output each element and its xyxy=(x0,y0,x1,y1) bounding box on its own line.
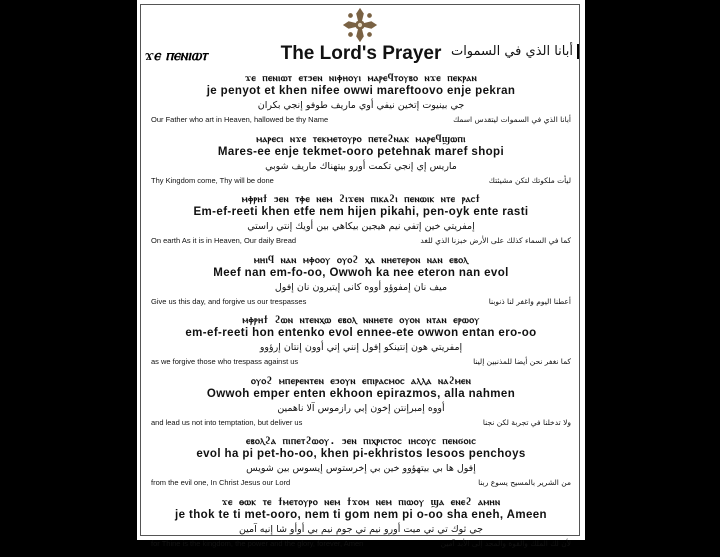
arabic-translation: ليأت ملكوتك لتكن مشيئتك xyxy=(371,176,571,185)
arabic-transliteration-line: جي بينيوت إتخين نيفي أوي ماريف طوفو إنجي بكران xyxy=(137,100,585,111)
transliteration-line: Meef nan em-fo-oo, Owwoh ka nee eteron nan evol xyxy=(137,267,585,279)
coptic-cross-icon xyxy=(341,6,379,44)
english-translation: for Thine is the kingdom, the power and the glory, forever, Amen xyxy=(151,539,451,548)
prayer-sheet xyxy=(137,0,585,540)
arabic-transliteration-line: أووه إمبرإنتن إخون إبي رازموس آلا ناهمين xyxy=(137,403,585,414)
english-translation: as we forgive those who trespass against us xyxy=(151,357,451,366)
arabic-translation: كما نغفر نحن أيضا للمذنبين إلينا xyxy=(371,357,571,366)
page-title: The Lord's Prayer xyxy=(137,43,585,65)
english-translation: Thy Kingdom come, Thy will be done xyxy=(151,176,451,185)
arabic-transliteration-line: جي ثوك تي تي ميت أورو نيم تي جوم نيم بي أوأو شا إنيه آمين xyxy=(137,524,585,535)
verse-block xyxy=(137,315,585,376)
transliteration-line: em-ef-reeti hon entenko evol ennee-ete owwon entan ero-oo xyxy=(137,327,585,339)
transliteration-line: je thok te ti met-ooro, nem ti gom nem pi o-oo sha eneh, Ameen xyxy=(137,509,585,521)
transliteration-line: Mares-ee enje tekmet-ooro petehnak maref shopi xyxy=(137,146,585,158)
english-translation: Our Father who art in Heaven, hallowed be thy Name xyxy=(151,115,451,124)
verse-block xyxy=(137,194,585,255)
arabic-translation: لأن لك الملك والقوة والمجد إلى الأبد آمين xyxy=(371,539,571,548)
arabic-title: أبانا الذي في السموات xyxy=(451,44,579,59)
arabic-translation: من الشرير بالمسيح يسوع ربنا xyxy=(371,478,571,487)
english-translation: and lead us not into temptation, but deliver us xyxy=(151,418,451,427)
arabic-transliteration-line: إمفريتي خين إتفي نيم هيجين بيكاهي بين أويك إنتي راستي xyxy=(137,221,585,232)
verse-block xyxy=(137,497,585,557)
coptic-line: ⲙⲏⲓϥ ⲛⲁⲛ ⲙⲫⲟⲟⲩ ⲟⲩⲟϩ ⲭⲁ ⲛⲏⲉⲧⲉⲣⲟⲛ ⲛⲁⲛ ⲉⲃⲟⲗ xyxy=(137,255,585,266)
coptic-line: ⲟⲩⲟϩ ⲙⲡⲉⲣⲉⲛⲧⲉⲛ ⲉϧⲟⲩⲛ ⲉⲡⲓⲣⲁⲥⲙⲟⲥ ⲁⲗⲗⲁ ⲛⲁϩⲙⲉⲛ xyxy=(137,376,585,387)
verse-block xyxy=(137,134,585,195)
english-translation: On earth As it is in Heaven, Our daily Bread xyxy=(151,236,451,245)
transliteration-line: je penyot et khen nifee owwi mareftoovo enje pekran xyxy=(137,85,585,97)
coptic-line: ⲙⲫⲣⲏϯ ϩⲱⲛ ⲛⲧⲉⲛⲭⲱ ⲉⲃⲟⲗ ⲛⲛⲏⲉⲧⲉ ⲟⲩⲟⲛ ⲛⲧⲁⲛ ⲉⲣⲱⲟⲩ xyxy=(137,315,585,326)
arabic-translation: ولا تدخلنا في تجربة لكن نجنا xyxy=(371,418,571,427)
arabic-transliteration-line: إفول ها بي بيتهؤوو خين بي إخرستوس إيسوس بين شويس xyxy=(137,463,585,474)
arabic-translation: أعطنا اليوم واغفر لنا ذنوبنا xyxy=(371,297,571,306)
coptic-line: ⲙⲁⲣⲉⲥⲓ ⲛϫⲉ ⲧⲉⲕⲙⲉⲧⲟⲩⲣⲟ ⲡⲉⲧⲉϩⲛⲁⲕ ⲙⲁⲣⲉϥϣⲱⲡⲓ xyxy=(137,134,585,145)
verse-block xyxy=(137,436,585,497)
verse-block xyxy=(137,73,585,134)
arabic-transliteration-line: ميف نان إمفوؤو أووه كانى إيتيرون نان إفول xyxy=(137,282,585,293)
transliteration-line: Owwoh emper enten ekhoon epirazmos, alla nahmen xyxy=(137,388,585,400)
arabic-transliteration-line: إمفريتي هون إنتينكو إفول إنني إتي أوون إنتان إرؤوو xyxy=(137,342,585,353)
arabic-transliteration-line: ماريس إي إنجي تكمت أورو بيتهناك ماريف شوبي xyxy=(137,161,585,172)
arabic-translation: أبانا الذي في السموات ليتقدس اسمك xyxy=(371,115,571,124)
transliteration-line: Em-ef-reeti khen etfe nem hijen pikahi, pen-oyk ente rasti xyxy=(137,206,585,218)
verse-block xyxy=(137,376,585,437)
coptic-line: ⲙⲫⲣⲏϯ ϧⲉⲛ ⲧⲫⲉ ⲛⲉⲙ ϩⲓϫⲉⲛ ⲡⲓⲕⲁϩⲓ ⲡⲉⲛⲱⲓⲕ ⲛⲧⲉ ⲣⲁⲥϯ xyxy=(137,194,585,205)
verse-block xyxy=(137,255,585,316)
arabic-translation: كما في السماء كذلك على الأرض خبزنا الذي للغد xyxy=(371,236,571,245)
title-row xyxy=(137,40,585,70)
english-translation: Give us this day, and forgive us our trespasses xyxy=(151,297,451,306)
verse-list xyxy=(137,73,585,557)
english-translation: from the evil one, In Christ Jesus our Lord xyxy=(151,478,451,487)
coptic-title: ϫⲉ ⲡⲉⲛⲓⲱⲧ xyxy=(145,46,208,65)
coptic-line: ⲉⲃⲟⲗϩⲁ ⲡⲓⲡⲉⲧϩⲱⲟⲩ. ϧⲉⲛ ⲡⲓⲭⲣⲓⲥⲧⲟⲥ ⲓⲏⲥⲟⲩⲥ ⲡⲉⲛϭⲟⲓⲥ xyxy=(137,436,585,447)
coptic-line: ϫⲉ ⲑⲱⲕ ⲧⲉ ϯⲙⲉⲧⲟⲩⲣⲟ ⲛⲉⲙ ϯϫⲟⲙ ⲛⲉⲙ ⲡⲓⲱⲟⲩ ϣⲁ ⲉⲛⲉϩ ⲁⲙⲏⲛ xyxy=(137,497,585,508)
coptic-line: ϫⲉ ⲡⲉⲛⲓⲱⲧ ⲉⲧϧⲉⲛ ⲛⲓⲫⲏⲟⲩⲓ ⲙⲁⲣⲉϥⲧⲟⲩⲃⲟ ⲛϫⲉ ⲡⲉⲕⲣⲁⲛ xyxy=(137,73,585,84)
transliteration-line: evol ha pi pet-ho-oo, khen pi-ekhristos Iesoos penchoys xyxy=(137,448,585,460)
